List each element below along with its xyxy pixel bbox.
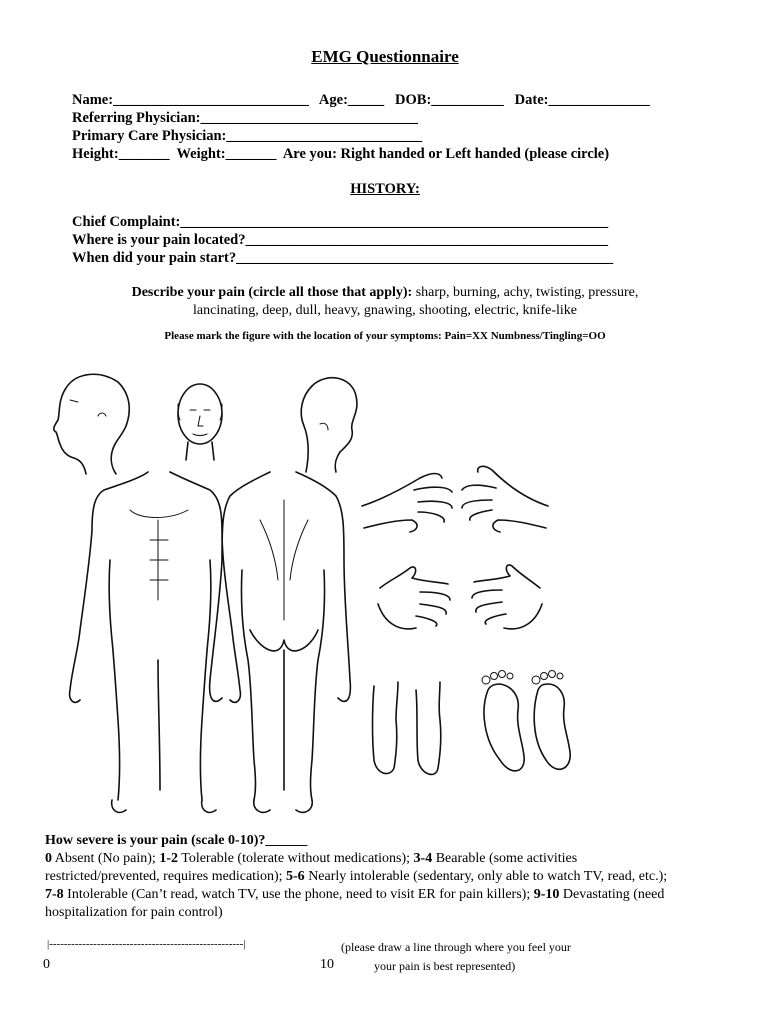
head-profile-icon	[54, 374, 129, 474]
scale-5-6-text: Nearly intolerable (sedentary, only able to watch TV, read, etc.);	[304, 869, 668, 884]
pain-location-field[interactable]: Where is your pain located?__________________________________________________	[72, 232, 608, 248]
scale-3-4: 3-4	[413, 851, 433, 866]
handedness-question[interactable]: Are you: Right handed or Left handed (please circle)	[282, 146, 610, 162]
severity-question[interactable]: How severe is your pain (scale 0-10)?______	[45, 833, 308, 848]
pain-start-field[interactable]: When did your pain start?____________________________________________________	[72, 250, 614, 266]
severity-line3	[45, 887, 664, 903]
pain-scale-bar[interactable]: |-----------------------------------------------------|	[47, 938, 246, 950]
feet-sole-icon	[482, 671, 570, 771]
severity-line4: hospitalization for pain control)	[45, 905, 223, 920]
describe-pain-line1	[0, 285, 770, 301]
chief-complaint-field[interactable]: Chief Complaint:___________________________________________________________	[72, 214, 609, 230]
head-front-icon	[178, 384, 222, 460]
scale-9-10: 9-10	[533, 887, 560, 902]
scale-max: 10	[320, 957, 334, 972]
age-field[interactable]: Age:_____	[318, 92, 385, 108]
scale-3-4-text: Bearable (some activities	[432, 851, 578, 866]
scale-7-8: 7-8	[45, 887, 64, 902]
mark-instruction: Please mark the figure with the location of your symptoms: Pain=XX Numbness/Tingling=OO	[164, 330, 606, 342]
weight-field[interactable]: Weight:_______	[176, 146, 277, 162]
scale-0-text: Absent (No pain);	[52, 851, 160, 866]
scale-9-10-text: Devastating (need	[559, 887, 665, 902]
date-field[interactable]: Date:______________	[514, 92, 650, 108]
severity-line1	[45, 851, 577, 867]
history-heading: HISTORY:	[350, 181, 420, 197]
scale-3-4-text-cont: restricted/prevented, requires medication);	[45, 869, 287, 884]
hand-palm-right-icon	[472, 565, 542, 629]
page-title: EMG Questionnaire	[311, 47, 459, 66]
scale-7-8-text: Intolerable (Can’t read, watch TV, use the phone, need to visit ER for pain killers);	[63, 887, 534, 902]
dob-field[interactable]: DOB:__________	[395, 92, 504, 108]
scale-0: 0	[45, 851, 52, 866]
scale-note-1: (please draw a line through where you feel your	[341, 940, 571, 954]
scale-1-2: 1-2	[159, 851, 178, 866]
head-side-icon	[301, 378, 357, 472]
feet-top-icon	[373, 682, 441, 774]
name-row	[72, 92, 650, 109]
describe-pain-label: Describe your pain (circle all those that apply):	[131, 285, 413, 300]
height-field[interactable]: Height:_______	[72, 146, 170, 162]
name-field[interactable]: Name:___________________________	[72, 92, 309, 108]
height-weight-row	[72, 146, 609, 163]
primary-care-physician-field[interactable]: Primary Care Physician:___________________________	[72, 128, 423, 144]
body-diagram-icon[interactable]	[0, 360, 770, 840]
scale-min: 0	[43, 957, 50, 972]
pain-options-1[interactable]: sharp, burning, achy, twisting, pressure,	[412, 285, 639, 300]
hand-dorsal-left-icon	[362, 474, 452, 533]
pain-options-2[interactable]: lancinating, deep, dull, heavy, gnawing, shooting, electric, knife-like	[193, 303, 577, 318]
scale-note-2: your pain is best represented)	[374, 959, 516, 973]
body-back-icon	[210, 472, 351, 812]
hand-dorsal-right-icon	[462, 466, 548, 532]
referring-physician-field[interactable]: Referring Physician:______________________________	[72, 110, 418, 126]
scale-1-2-text: Tolerable (tolerate without medications);	[178, 851, 414, 866]
scale-5-6: 5-6	[286, 869, 305, 884]
hand-palm-left-icon	[378, 567, 450, 629]
severity-line2	[45, 869, 667, 885]
